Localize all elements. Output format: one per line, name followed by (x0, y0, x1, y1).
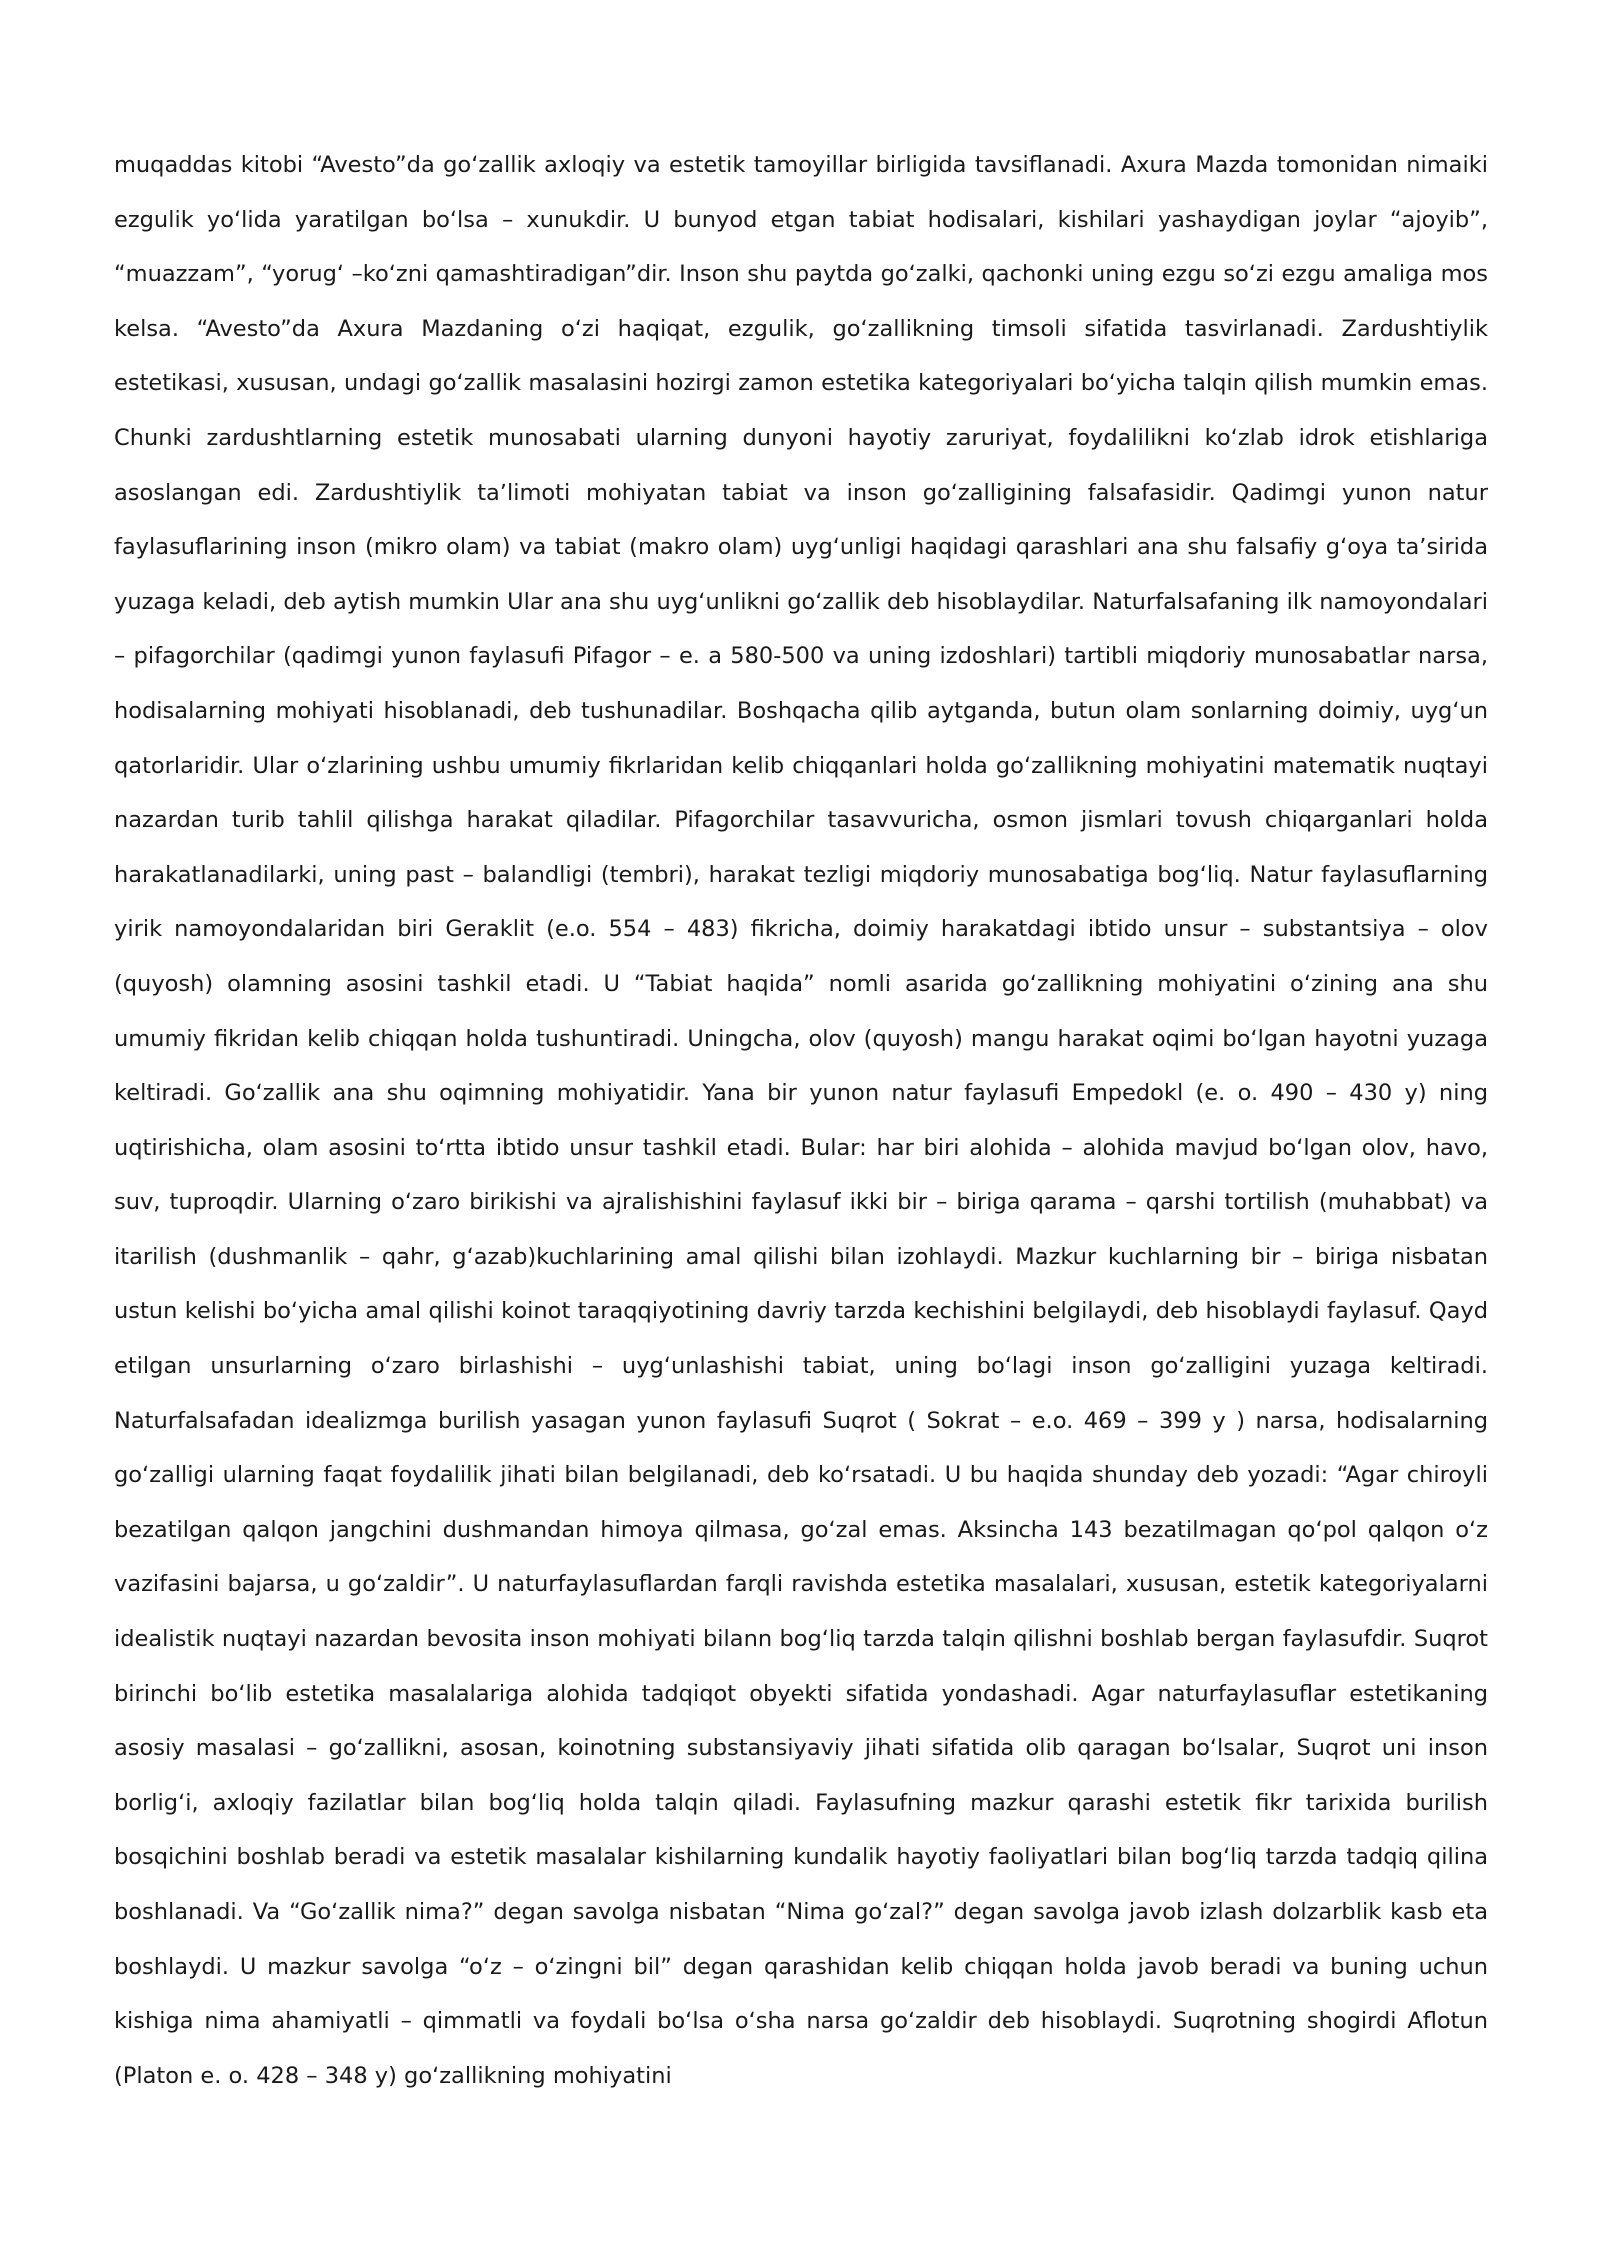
body-paragraph: muqaddas kitobi “Avesto”da goʻzallik axloqiy va estetik tamoyillar birligida tavsiflanadi. Axura Mazda tomonidan nimaiki ezgulik yoʻlida yaratilgan boʻlsa – xunukdir. U bunyod etgan tabiat hodisalari, kishilari yashaydigan joylar “ajoyib”, “muazzam”, “yorugʻ –koʻzni qamashtiradigan”dir. Inson shu paytda goʻzalki, qachonki uning ezgu soʻzi ezgu amaliga mos kelsa. “Avesto”da Axura Mazdaning oʻzi haqiqat, ezgulik, goʻzallikning timsoli sifatida tasvirlanadi. Zardushtiylik estetikasi, xususan, undagi goʻzallik masalasini hozirgi zamon estetika kategoriyalari boʻyicha talqin qilish mumkin emas. Chunki zardushtlarning estetik munosabati ularning dunyoni hayotiy zaruriyat, foydalilikni koʻzlab idrok etishlariga asoslangan edi. Zardushtiylik taʼlimoti mohiyatan tabiat va inson goʻzalligining falsafasidir. Qadimgi yunon natur faylasuflarining inson (mikro olam) va tabiat (makro olam) uygʻunligi haqidagi qarashlari ana shu falsafiy gʻoya taʼsirida yuzaga keladi, deb aytish mumkin Ular ana shu uygʻunlikni goʻzallik deb hisoblaydilar. Naturfalsafaning ilk namoyondalari – pifagorchilar (qadimgi yunon faylasufi Pifagor – e. a 580-500 va uning izdoshlari) tartibli miqdoriy munosabatlar narsa, hodisalarning mohiyati hisoblanadi, deb tushunadilar. Boshqacha qilib aytganda, butun olam sonlarning doimiy, uygʻun qatorlaridir. Ular oʻzlarining ushbu umumiy fikrlaridan kelib chiqqanlari holda goʻzallikning mohiyatini matematik nuqtayi nazardan turib tahlil qilishga harakat qiladilar. Pifagorchilar tasavvuricha, osmon jismlari tovush chiqarganlari holda harakatlanadilarki, uning past – balandligi (tembri), harakat tezligi miqdoriy munosabatiga bogʻliq. Natur faylasuflarning yirik namoyondalaridan biri Geraklit (e.o. 554 – 483) fikricha, doimiy harakatdagi ibtido unsur – substantsiya – olov (quyosh) olamning asosini tashkil etadi. U “Tabiat haqida” nomli asarida goʻzallikning mohiyatini oʻzining ana shu umumiy fikridan kelib chiqqan holda tushuntiradi. Uningcha, olov (quyosh) mangu harakat oqimi boʻlgan hayotni yuzaga keltiradi. Goʻzallik ana shu oqimning mohiyatidir. Yana bir yunon natur faylasufi Empedokl (e. o. 490 – 430 y) ning uqtirishicha, olam asosini toʻrtta ibtido unsur tashkil etadi. Bular: har biri alohida – alohida mavjud boʻlgan olov, havo, suv, tuproqdir. Ularning oʻzaro birikishi va ajralishishini faylasuf ikki bir – biriga qarama – qarshi tortilish (muhabbat) va itarilish (dushmanlik – qahr, gʻazab)kuchlarining amal qilishi bilan izohlaydi. Mazkur kuchlarning bir – biriga nisbatan ustun kelishi boʻyicha amal qilishi koinot taraqqiyotining davriy tarzda kechishini belgilaydi, deb hisoblaydi faylasuf. Qayd etilgan unsurlarning oʻzaro birlashishi – uygʻunlashishi tabiat, uning boʻlagi inson goʻzalligini yuzaga keltiradi. Naturfalsafadan idealizmga burilish yasagan yunon faylasufi Suqrot ( Sokrat – e.o. 469 – 399 y ) narsa, hodisalarning goʻzalligi ularning faqat foydalilik jihati bilan belgilanadi, deb koʻrsatadi. U bu haqida shunday deb yozadi: “Agar chiroyli bezatilgan qalqon jangchini dushmandan himoya qilmasa, goʻzal emas. Aksincha 143 bezatilmagan qoʻpol qalqon oʻz vazifasini bajarsa, u goʻzaldir”. U naturfaylasuflardan farqli ravishda estetika masalalari, xususan, estetik kategoriyalarni idealistik nuqtayi nazardan bevosita inson mohiyati bilann bogʻliq tarzda talqin qilishni boshlab bergan faylasufdir. Suqrot birinchi boʻlib estetika masalalariga alohida tadqiqot obyekti sifatida yondashadi. Agar naturfaylasuflar estetikaning asosiy masalasi – goʻzallikni, asosan, koinotning substansiyaviy jihati sifatida olib qaragan boʻlsalar, Suqrot uni inson borligʻi, axloqiy fazilatlar bilan bogʻliq holda talqin qiladi. Faylasufning mazkur qarashi estetik fikr tarixida burilish bosqichini boshlab beradi va estetik masalalar kishilarning kundalik hayotiy faoliyatlari bilan bogʻliq tarzda tadqiq qilina boshlanadi. Va “Goʻzallik nima?” degan savolga nisbatan “Nima goʻzal?” degan savolga javob izlash dolzarblik kasb eta boshlaydi. U mazkur savolga “oʻz – oʻzingni bil” degan qarashidan kelib chiqqan holda javob beradi va buning uchun kishiga nima ahamiyatli – qimmatli va foydali boʻlsa oʻsha narsa goʻzaldir deb hisoblaydi. Suqrotning shogirdi Aflotun (Platon e. o. 428 – 348 y) goʻzallikning mohiyatini (114, 152, 1488, 2089)
